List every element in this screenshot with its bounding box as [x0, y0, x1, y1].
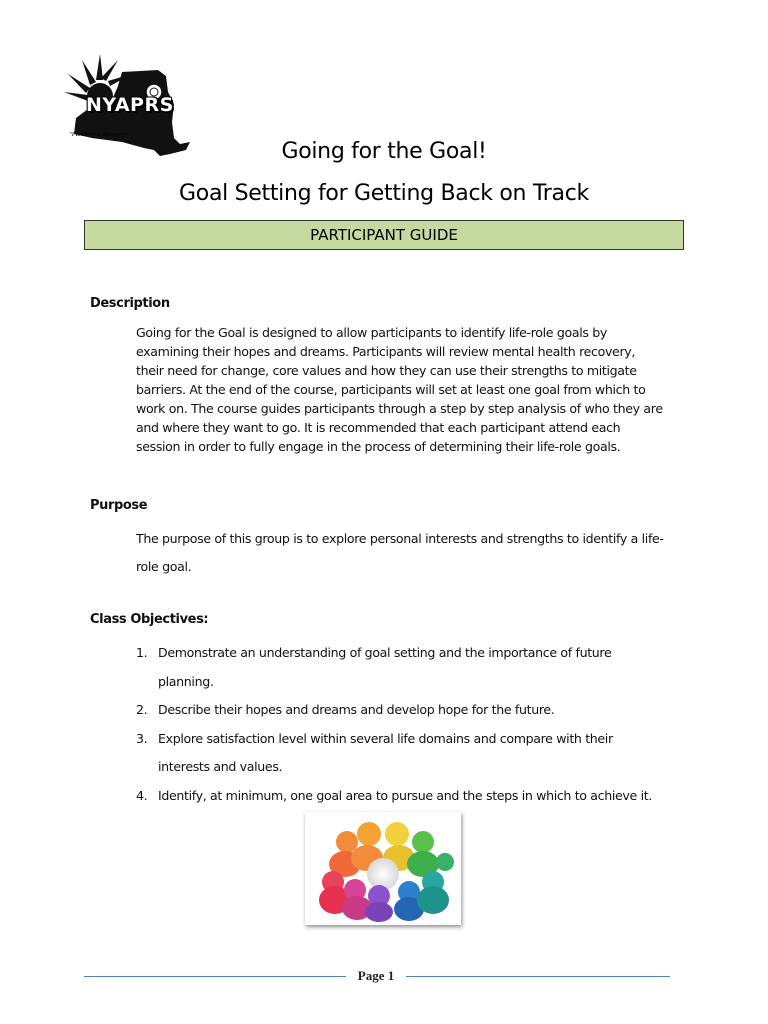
- colorful-people-circle-illustration: [305, 812, 461, 925]
- description-line: work on. The course guides participants through a step by step analysis of who they are: [136, 401, 663, 416]
- objective-item: [136, 639, 681, 696]
- objective-line: Identify, at minimum, one goal area to pursue and the steps in which to achieve it.: [158, 787, 652, 803]
- objective-item: [136, 782, 681, 811]
- purpose-line: The purpose of this group is to explore personal interests and strengths to identify a life-: [136, 531, 664, 546]
- objective-number: 4.: [136, 787, 148, 803]
- objective-item: [136, 725, 681, 782]
- objective-line: Describe their hopes and dreams and develop hope for the future.: [158, 702, 555, 717]
- objective-line: Explore satisfaction level within several life domains and compare with their: [158, 730, 613, 746]
- description-line: session in order to fully engage in the process of determining their life-role goals.: [136, 439, 621, 454]
- footer-rule-right: [406, 976, 670, 977]
- footer-rule-left: [84, 976, 346, 977]
- description-line: Going for the Goal is designed to allow participants to identify life-role goals by: [136, 325, 607, 340]
- page-number: Page 1: [357, 968, 395, 983]
- description-paragraph: [136, 323, 681, 456]
- purpose-heading: Purpose: [90, 498, 148, 513]
- objective-number: 1.: [136, 645, 148, 660]
- objective-line: planning.: [158, 673, 214, 689]
- logo-tagline: "Partners in Recovery": [69, 131, 130, 138]
- objectives-list: [136, 639, 681, 810]
- purpose-paragraph: [136, 525, 681, 581]
- objective-number: 3.: [136, 730, 148, 746]
- description-heading: Description: [90, 296, 170, 311]
- document-subtitle: Goal Setting for Getting Back on Track: [179, 181, 589, 206]
- logo-wordmark: NYAPRS: [86, 94, 174, 116]
- participant-guide-banner: PARTICIPANT GUIDE: [84, 220, 684, 250]
- description-line: barriers. At the end of the course, participants will set at least one goal from which to: [136, 382, 646, 397]
- description-line: and where they want to go. It is recommended that each participant attend each: [136, 420, 621, 435]
- purpose-line: role goal.: [136, 559, 192, 574]
- objective-number: 2.: [136, 702, 148, 717]
- objective-line: Demonstrate an understanding of goal setting and the importance of future: [158, 645, 612, 660]
- team-circle-image: [305, 812, 461, 925]
- description-line: examining their hopes and dreams. Participants will review mental health recovery,: [136, 344, 636, 359]
- objective-line: interests and values.: [158, 759, 283, 774]
- objectives-heading: Class Objectives:: [90, 612, 209, 627]
- objective-item: [136, 696, 681, 725]
- document-title: Going for the Goal!: [281, 139, 487, 164]
- description-line: their need for change, core values and how they can use their strengths to mitigate: [136, 363, 637, 378]
